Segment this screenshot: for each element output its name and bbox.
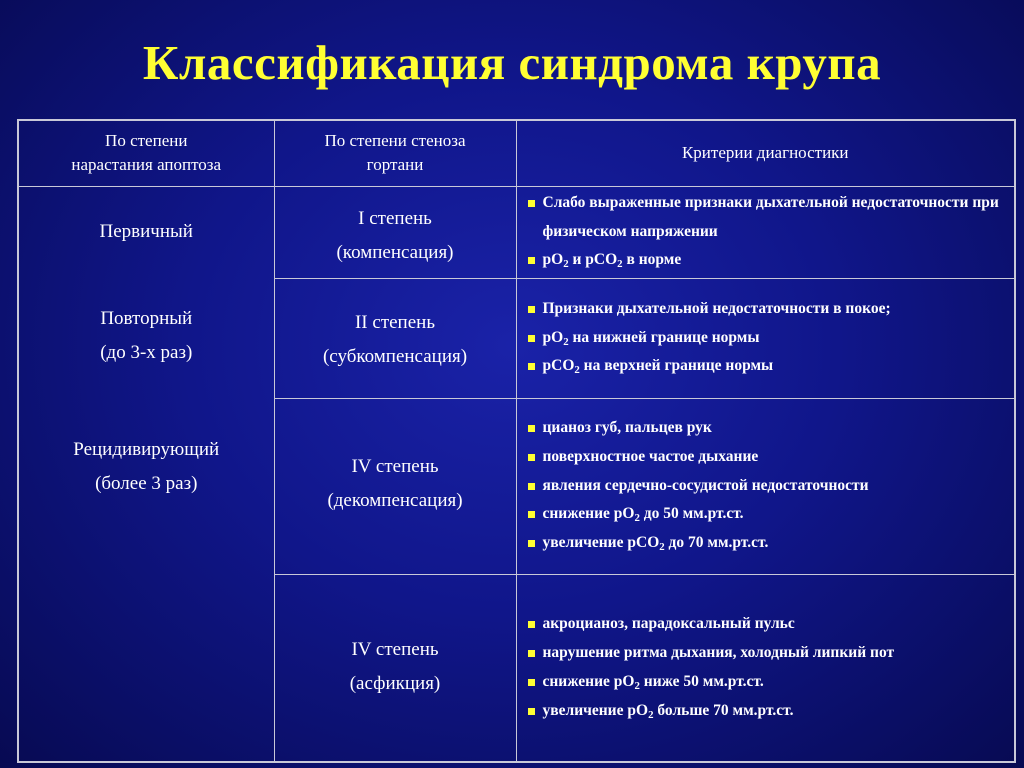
criteria-cell — [516, 186, 1015, 278]
degree-name: II степень — [354, 311, 435, 333]
list-item: поверхностное частое дыхание — [527, 443, 1007, 472]
repeated-label: Повторный — [100, 307, 193, 329]
primary-label: Первичный — [99, 220, 193, 242]
list-item: снижение $pO_2$ ниже 50 мм.рт.ст. — [527, 668, 1007, 697]
degree-note: (декомпенсация) — [327, 489, 463, 511]
header-row — [18, 120, 1015, 186]
list-item: явления сердечно-сосудистой недостаточности — [527, 472, 1007, 501]
recurrent-note: (более 3 раз) — [95, 472, 198, 494]
degree-note: (компенсация) — [336, 241, 454, 263]
list-item: увеличение $pO_2$ больше 70 мм.рт.ст. — [527, 697, 1007, 726]
degree-cell — [274, 278, 516, 398]
criteria-cell — [516, 574, 1015, 762]
list-item: акроцианоз, парадоксальный пульс — [527, 610, 1007, 639]
croup-classification-table — [17, 119, 1016, 763]
table-row — [18, 186, 1015, 278]
list-item: $pO_2$ и pCO$_2$ в норме — [527, 246, 1007, 275]
degree-name: IV степень — [351, 455, 439, 477]
degree-name: IV степень — [351, 638, 439, 660]
header-criteria: Критерии диагностики — [516, 120, 1015, 186]
list-item: pCO$_2$ на верхней границе нормы — [527, 352, 1007, 381]
list-item: Слабо выраженные признаки дыхательной недостаточности при физическом напряжении — [527, 189, 1007, 247]
degree-cell — [274, 398, 516, 574]
degree-note: (субкомпенсация) — [322, 345, 468, 367]
degree-note: (асфикция) — [349, 672, 441, 694]
list-item: снижение $pO_2$ до 50 мм.рт.ст. — [527, 500, 1007, 529]
apoptosis-column — [18, 186, 274, 762]
header-apoptosis: По степени нарастания апоптоза — [18, 120, 274, 186]
degree-cell — [274, 574, 516, 762]
list-item: нарушение ритма дыхания, холодный липкий пот — [527, 639, 1007, 668]
list-item: цианоз губ, пальцев рук — [527, 414, 1007, 443]
list-item: Признаки дыхательной недостаточности в покое; — [527, 295, 1007, 324]
recurrent-label: Рецидивирующий — [73, 438, 220, 460]
header-stenosis: По степени стеноза гортани — [274, 120, 516, 186]
list-item: $pO_2$ на нижней границе нормы — [527, 324, 1007, 353]
degree-cell — [274, 186, 516, 278]
criteria-cell — [516, 398, 1015, 574]
criteria-cell — [516, 278, 1015, 398]
list-item: увеличение pCO$_2$ до 70 мм.рт.ст. — [527, 529, 1007, 558]
degree-name: I степень — [358, 207, 432, 229]
page-title: Классификация синдрома крупа — [142, 35, 882, 90]
repeated-note: (до 3-х раз) — [100, 341, 193, 363]
